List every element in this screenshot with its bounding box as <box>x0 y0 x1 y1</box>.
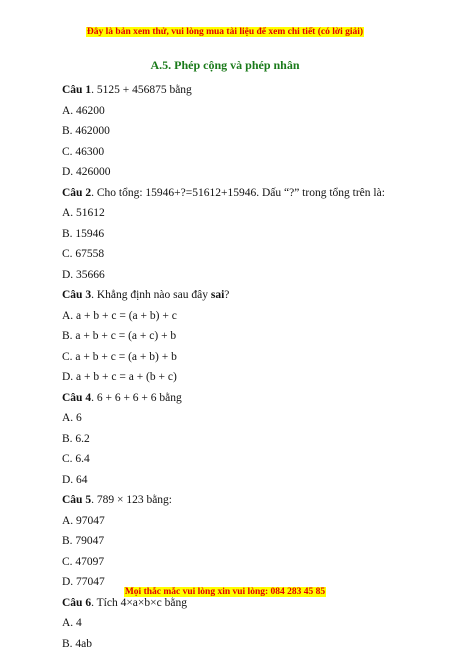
section-title: A.5. Phép cộng và phép nhân <box>0 58 450 73</box>
question-label: Câu 3 <box>62 289 91 301</box>
question-text: . Cho tổng: 15946+?=51612+15946. Dấu “?” trong tổng trên là: <box>91 187 385 199</box>
question-label: Câu 4 <box>62 392 91 404</box>
question-text: . Tích 4×a×b×c bằng <box>91 597 187 609</box>
answer-option: C. a + b + c = (a + b) + b <box>62 347 422 368</box>
question-text: . 5125 + 456875 bằng <box>91 84 192 96</box>
answer-option: D. 64 <box>62 470 422 491</box>
answer-option: D. 35666 <box>62 265 422 286</box>
answer-option: C. 67558 <box>62 244 422 265</box>
answer-option: B. 6.2 <box>62 429 422 450</box>
answer-option: A. a + b + c = (a + b) + c <box>62 306 422 327</box>
answer-option: B. 15946 <box>62 224 422 245</box>
question-list <box>62 80 422 654</box>
answer-option: A. 6 <box>62 408 422 429</box>
answer-option: C. 46300 <box>62 142 422 163</box>
question-1 <box>62 80 422 101</box>
answer-option: A. 46200 <box>62 101 422 122</box>
answer-option: B. 4ab <box>62 634 422 654</box>
contact-footer <box>0 587 450 597</box>
question-text: . 789 × 123 bằng: <box>91 494 172 506</box>
question-4 <box>62 388 422 409</box>
answer-option: A. 51612 <box>62 203 422 224</box>
answer-option: B. 79047 <box>62 531 422 552</box>
answer-option: A. 97047 <box>62 511 422 532</box>
question-label: Câu 6 <box>62 597 91 609</box>
answer-option: C. 47097 <box>62 552 422 573</box>
question-3 <box>62 285 422 306</box>
answer-option: B. 462000 <box>62 121 422 142</box>
answer-option: D. 77047 <box>62 572 422 593</box>
answer-option: C. 6.4 <box>62 449 422 470</box>
answer-option: D. 426000 <box>62 162 422 183</box>
question-5 <box>62 490 422 511</box>
answer-option: D. a + b + c = a + (b + c) <box>62 367 422 388</box>
question-label: Câu 1 <box>62 84 91 96</box>
question-text: . Khẳng định nào sau đây <box>91 289 211 301</box>
question-label: Câu 2 <box>62 187 91 199</box>
question-text: . 6 + 6 + 6 + 6 bằng <box>91 392 182 404</box>
answer-option: A. 4 <box>62 613 422 634</box>
answer-option: B. a + b + c = (a + c) + b <box>62 326 422 347</box>
question-text-end: ? <box>224 289 229 301</box>
preview-banner-text: Đây là bản xem thử, vui lòng mua tài liệu để xem chi tiết (có lời giải) <box>86 27 364 37</box>
question-emphasis: sai <box>211 289 224 301</box>
question-label: Câu 5 <box>62 494 91 506</box>
preview-banner <box>0 27 450 37</box>
contact-footer-text: Mọi thắc mắc vui lòng xin vui lòng: 084 283 45 85 <box>124 587 326 597</box>
question-2 <box>62 183 422 204</box>
